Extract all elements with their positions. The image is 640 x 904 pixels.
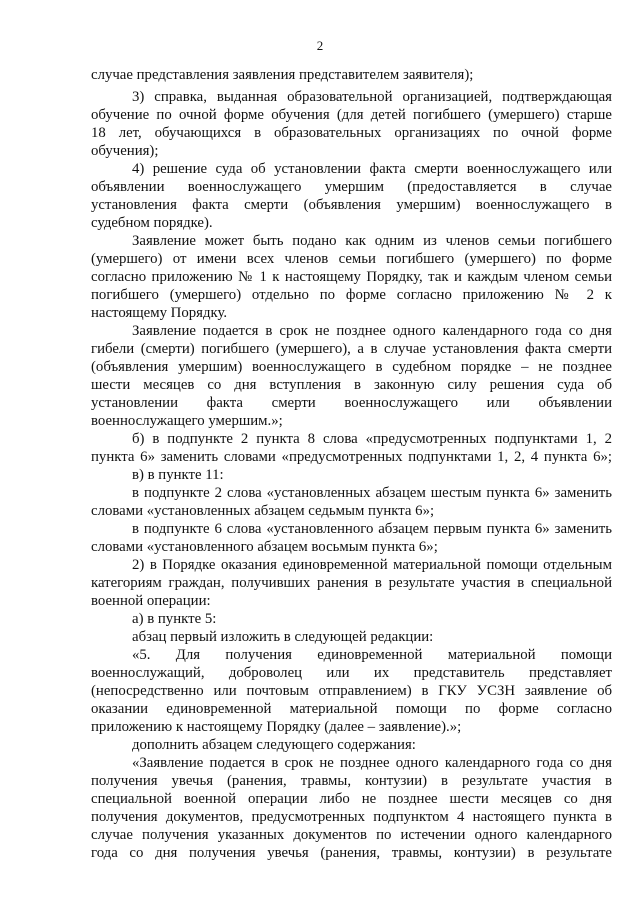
text-line: словами «установленного абзацем восьмым пункта 6»;	[91, 539, 438, 555]
text-line: оказании единовременной материальной помощи по форме согласно	[91, 701, 612, 717]
text-line: специальной военной операции либо не позднее шести месяцев со дня	[91, 791, 612, 807]
text-line: Заявление может быть подано как одним из членов семьи погибшего	[132, 233, 612, 249]
text-line: абзац первый изложить в следующей редакции:	[132, 629, 434, 645]
text-line: случае представления заявления представителем заявителя);	[91, 67, 474, 83]
text-line: судебном порядке).	[91, 215, 213, 231]
text-line: гибели (смерти) погибшего (умершего), а в случае установления факта смерти	[91, 341, 612, 357]
text-line: в подпункте 6 слова «установленного абзацем первым пункта 6» заменить	[132, 521, 612, 537]
text-line: настоящему Порядку.	[91, 305, 228, 321]
text-line: согласно приложению № 1 к настоящему Порядку, так и каждым членом семьи	[91, 269, 612, 285]
text-line: военнослужащего умершим.»;	[91, 413, 283, 429]
text-line: 4) решение суда об установлении факта смерти военнослужащего или	[132, 161, 612, 177]
text-line: Заявление подается в срок не позднее одного календарного года со дня	[132, 323, 612, 339]
text-line: в подпункте 2 слова «установленных абзацем шестым пункта 6» заменить	[132, 485, 612, 501]
text-line: военной операции:	[91, 593, 211, 609]
page-number: 2	[316, 38, 324, 53]
text-line: приложению к настоящему Порядку (далее – заявление).»;	[91, 719, 462, 735]
text-line: 18 лет, обучающихся в образовательных организациях по очной форме	[91, 125, 612, 141]
text-line: объявлении военнослужащего умершим (предоставляется в случае	[91, 179, 612, 195]
text-line: в) в пункте 11:	[132, 467, 224, 483]
text-line: (умершего) от имени всех членов семьи погибшего (умершего) по форме	[91, 251, 612, 267]
text-line: военнослужащий, доброволец или их представитель представляет	[91, 665, 612, 681]
text-line: (объявления умершим) военнослужащего в судебном порядке – не позднее	[91, 359, 612, 375]
text-line: «5. Для получения единовременной материальной помощи	[132, 647, 612, 663]
text-line: 3) справка, выданная образовательной организацией, подтверждающая	[132, 89, 612, 105]
text-line: шести месяцев со дня вступления в законную силу решения суда об	[91, 377, 612, 393]
text-line: 2) в Порядке оказания единовременной материальной помощи отдельным	[132, 557, 612, 573]
text-line: случае получения указанных документов по истечении одного календарного	[91, 827, 612, 843]
text-line: обучения);	[91, 143, 159, 159]
text-line: а) в пункте 5:	[132, 611, 217, 627]
text-line: (непосредственно или почтовым отправлением) в ГКУ УСЗН заявление об	[91, 683, 612, 699]
text-line: категориям граждан, получивших ранения в результате участия в специальной	[91, 575, 612, 591]
text-line: получения документов, предусмотренных подпунктом 4 настоящего пункта в	[91, 809, 612, 825]
text-line: словами «установленных абзацем седьмым пункта 6»;	[91, 503, 435, 519]
text-line: б) в подпункте 2 пункта 8 слова «предусмотренных подпунктами 1, 2	[132, 431, 612, 447]
text-line: установления факта смерти (объявления умершим) военнослужащего в	[91, 197, 612, 213]
text-line: погибшего (умершего) отдельно по форме согласно приложению № 2 к	[91, 287, 612, 303]
text-line: получения увечья (ранения, травмы, контузии) в результате участия в	[91, 773, 612, 789]
text-line: обучение по очной форме обучения (для детей погибшего (умершего) старше	[91, 107, 612, 123]
text-line: установлении факта смерти военнослужащего или объявлении	[91, 395, 612, 411]
text-line: пункта 6» заменить словами «предусмотренных подпунктами 1, 2, 4 пункта 6»;	[91, 449, 612, 465]
text-line: «Заявление подается в срок не позднее одного календарного года со дня	[132, 755, 612, 771]
text-line: года со дня получения увечья (ранения, травмы, контузии) в результате	[91, 845, 612, 861]
text-line: дополнить абзацем следующего содержания:	[132, 737, 416, 753]
